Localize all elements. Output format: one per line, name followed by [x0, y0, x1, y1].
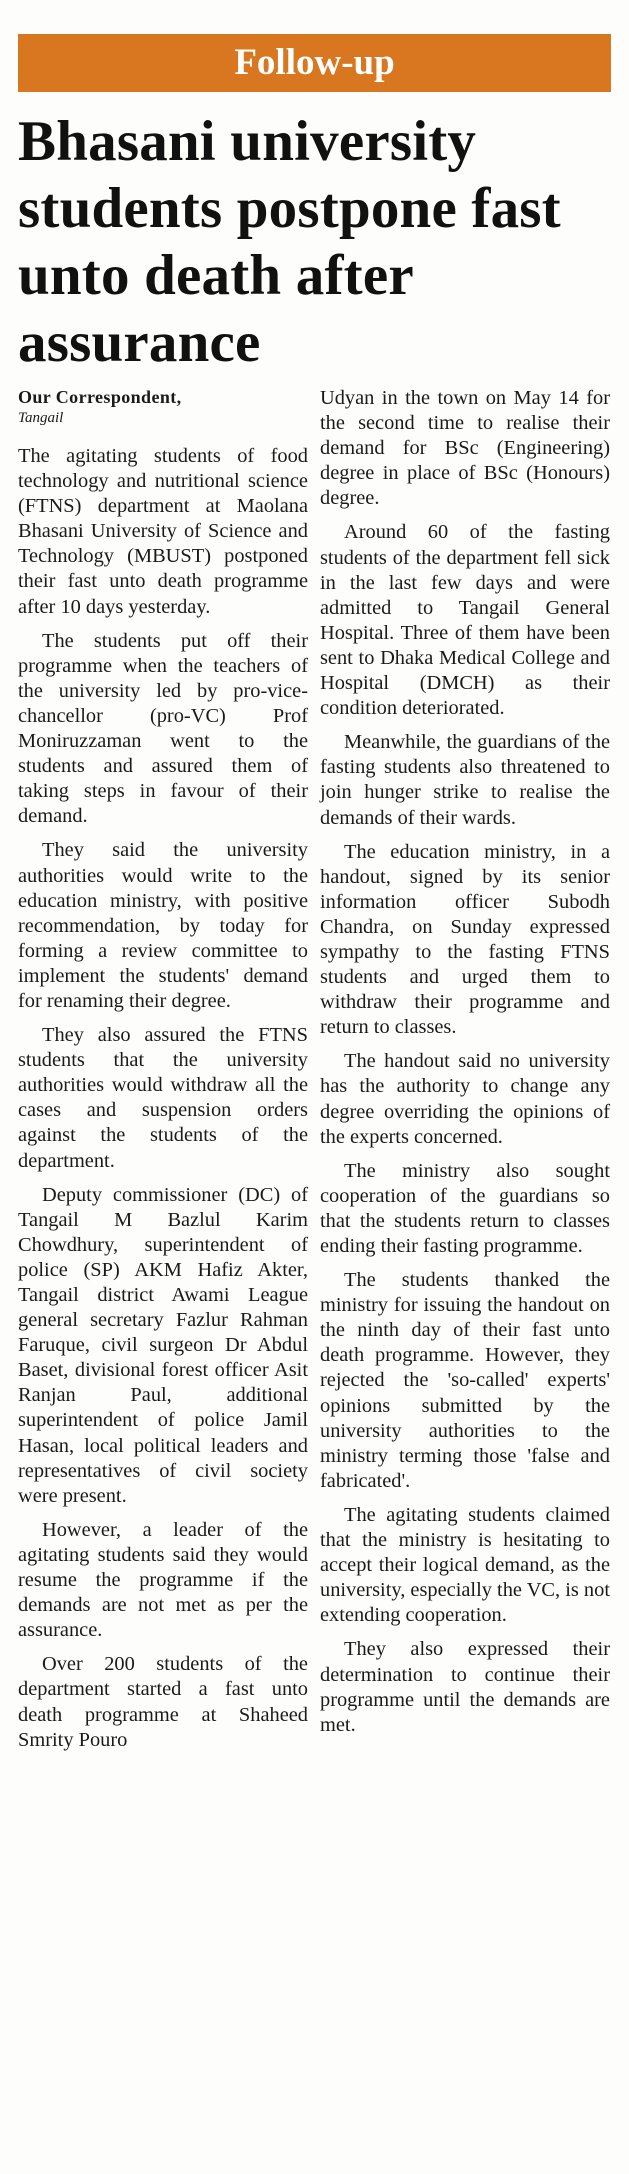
paragraph: The education ministry, in a handout, signed by its senior information officer Subodh Chandra, on Sunday expressed sympathy to the fasting FTNS students and urged them to withdraw their programme and return to classes. — [320, 840, 610, 1039]
paragraph: Meanwhile, the guardians of the fasting students also threatened to join hunger strike to realise the demands of their wards. — [320, 731, 610, 829]
paragraph: They said the university authorities would write to the education ministry, with positive recommendation, by today for forming a review committee to implement the students' demand for renaming their degree. — [18, 839, 308, 1012]
byline: Our Correspondent, — [18, 387, 182, 407]
column-right — [320, 386, 610, 1762]
paragraph: The agitating students claimed that the ministry is hesitating to accept their logical demand, as the university, especially the VC, is not extending cooperation. — [320, 1503, 610, 1627]
paragraph: They also assured the FTNS students that the university authorities would withdraw all the cases and suspension orders against the students of the department. — [18, 1024, 308, 1172]
paragraph: However, a leader of the agitating students said they would resume the programme if the demands are not met as per the assurance. — [18, 1518, 308, 1642]
paragraph: The students put off their programme when the teachers of the university led by pro-vice-chancellor (pro-VC) Prof Moniruzzaman went to the students and assured them of taking steps in favour of their demand. — [18, 629, 308, 828]
paragraph: Over 200 students of the department started a fast unto death programme at Shaheed Smrity Pouro — [18, 1653, 308, 1751]
paragraph: The ministry also sought cooperation of the guardians so that the students return to classes ending their fasting programme. — [320, 1159, 610, 1257]
paragraph: Deputy commissioner (DC) of Tangail M Bazlul Karim Chowdhury, superintendent of police (SP) AKM Hafiz Akter, Tangail district Awami League general secretary Fazlur Rahman Faruque, civil surgeon Dr Abdul Baset, divisional forest officer Asit Ranjan Paul, additional superintendent of police Jamil Hasan, local political leaders and representatives of civil society were present. — [18, 1183, 308, 1507]
column-left — [18, 386, 308, 1762]
paragraph: The agitating students of food technology and nutritional science (FTNS) department at Maolana Bhasani University of Science and Technology (MBUST) postponed their fast unto death programme after 10 days yesterday. — [18, 445, 308, 618]
headline: Bhasani university students postpone fast unto death after assurance — [18, 110, 561, 374]
paragraph: Around 60 of the fasting students of the department fell sick in the last few days and were admitted to Tangail General Hospital. Three of them have been sent to Dhaka Medical College and Hospital (DMCH) as their condition deteriorated. — [320, 521, 610, 720]
paragraph: The students thanked the ministry for issuing the handout on the ninth day of their fast unto death programme. However, they rejected the 'so-called' experts' opinions submitted by the university authorities to the ministry terming those 'false and fabricated'. — [320, 1269, 610, 1492]
article-body — [18, 386, 611, 1762]
paragraph: The handout said no university has the authority to change any degree overriding the opinions of the experts concerned. — [320, 1050, 610, 1148]
section-kicker: Follow-up — [18, 34, 611, 92]
dateline: Tangail — [18, 410, 64, 426]
paragraph: Udyan in the town on May 14 for the second time to realise their demand for BSc (Engineering) degree in place of BSc (Honours) degree. — [320, 387, 610, 510]
paragraph: They also expressed their determination to continue their programme until the demands are met. — [320, 1638, 610, 1736]
